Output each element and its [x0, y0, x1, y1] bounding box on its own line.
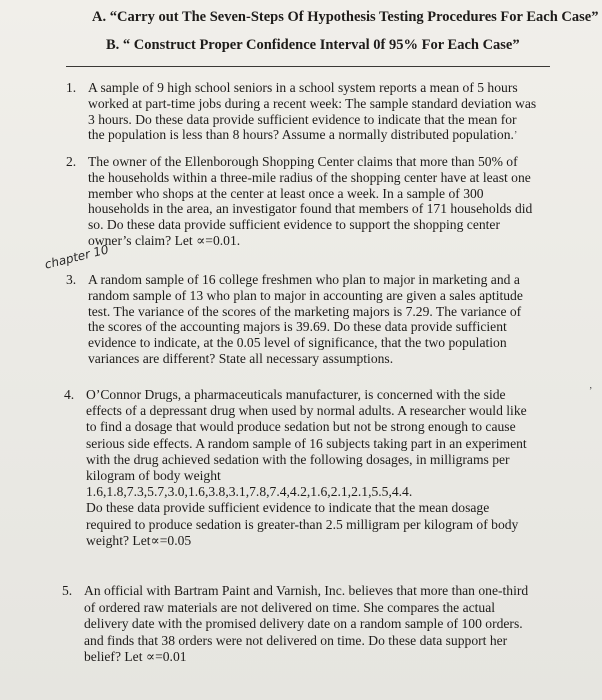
question-line: owner’s claim? Let ∝=0.01.	[88, 232, 241, 248]
question-line: 3 hours. Do these data provide sufficient evidence to indicate that the mean for	[88, 111, 517, 127]
header-instruction-b: B. “ Construct Proper Confidence Interval 0f 95% For Each Case”	[106, 37, 520, 53]
question-line: belief? Let ∝=0.01	[84, 649, 187, 665]
question-line: the households within a three-mile radius of the shopping center have at least one	[88, 169, 531, 185]
question-line: effects of a depressant drug when used by normal adults. A researcher would like	[86, 403, 527, 419]
question-line: with the drug achieved sedation with the following dosages, in milligrams per	[86, 451, 510, 467]
handwritten-annotation: chapter 10	[43, 242, 111, 272]
question-5	[62, 583, 562, 666]
question-4	[64, 387, 564, 549]
question-line: delivery date with the promised delivery date on a random sample of 100 orders.	[84, 616, 523, 632]
question-line: households in the area, an investigator found that members of 171 households did	[88, 201, 533, 217]
question-number: 2.	[66, 154, 77, 169]
header-instruction-a: A. “Carry out The Seven-Steps Of Hypothesis Testing Procedures For Each Case”	[92, 9, 599, 25]
question-line: An official with Bartram Paint and Varnish, Inc. believes that more than one-third	[84, 583, 529, 598]
question-line: A sample of 9 high school seniors in a school system reports a mean of 5 hours	[88, 80, 518, 95]
question-line: Do these data provide sufficient evidence to indicate that the mean dosage	[86, 500, 490, 516]
question-line: A random sample of 16 college freshmen who plan to major in marketing and a	[88, 272, 520, 287]
question-line: required to produce sedation is greater-than 2.5 milligram per kilogram of body	[86, 516, 519, 532]
header-divider	[66, 66, 550, 67]
question-line: serious side effects. A random sample of 16 subjects taking part in an experiment	[86, 435, 527, 451]
question-line: O’Connor Drugs, a pharmaceuticals manufacturer, is concerned with the side	[86, 387, 506, 402]
question-line: random sample of 13 who plan to major in accounting are given a sales aptitude	[88, 287, 523, 303]
question-line: to find a dosage that would produce sedation but not be strong enough to cause	[86, 419, 516, 435]
question-2	[66, 154, 556, 249]
question-line: and finds that 38 orders were not delivered on time. Do these data support her	[84, 632, 508, 648]
pen-mark: ’	[514, 130, 518, 141]
question-line: member who shops at the center at least once a week. In a sample of 300	[88, 185, 484, 201]
question-line: the scores of the accounting majors is 39.69. Do these data provide sufficient	[88, 319, 507, 335]
question-number: 3.	[66, 272, 77, 287]
question-line: evidence to indicate, at the 0.05 level of significance, that the two population	[88, 335, 507, 351]
question-line: kilogram of body weight	[86, 468, 221, 484]
question-line: so. Do these data provide sufficient evidence to support the shopping center	[88, 217, 500, 233]
question-line: of ordered raw materials are not delivered on time. She compares the actual	[84, 599, 496, 615]
question-1	[66, 80, 556, 143]
question-number: 1.	[66, 80, 77, 95]
question-line: test. The variance of the scores of the marketing majors is 7.29. The variance of	[88, 303, 522, 319]
question-line: weight? Let∝=0.05	[86, 532, 192, 548]
question-3	[66, 272, 556, 367]
dosage-data: 1.6,1.8,7.3,5.7,3.0,1.6,3.8,3.1,7.8,7.4,4.2,1.6,2.1,2.1,5.5,4.4.	[86, 484, 413, 500]
pen-mark: ’	[589, 386, 593, 397]
question-line: the population is less than 8 hours? Assume a normally distributed population.	[88, 127, 514, 143]
question-number: 5.	[62, 583, 73, 598]
question-line: The owner of the Ellenborough Shopping Center claims that more than 50% of	[88, 154, 518, 169]
question-number: 4.	[64, 387, 75, 402]
question-line: variances are different? State all necessary assumptions.	[88, 350, 394, 366]
question-line: worked at part-time jobs during a recent week: The sample standard deviation was	[88, 95, 537, 111]
